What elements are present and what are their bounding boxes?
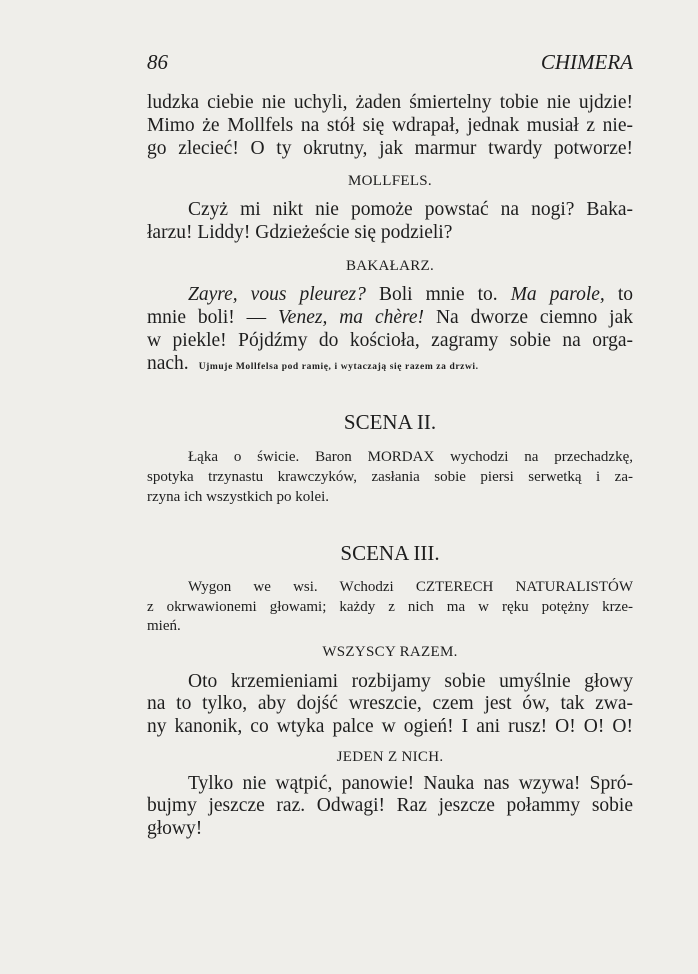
- text-line: go zlecieć! O ty okrutny, jak marmur twardy potworze!: [147, 138, 633, 159]
- text-segment: Boli mnie to.: [365, 284, 511, 305]
- text-segment: Na dworze ciemno jak: [424, 307, 634, 328]
- italic-phrase: Ma parole,: [510, 284, 605, 305]
- italic-phrase: Venez, ma chère!: [278, 307, 425, 328]
- speaker-name: WSZYSCY RAZEM.: [322, 644, 458, 660]
- text-line: ny kanonik, co wtyka palce w ogień! I ani rusz! O! O! O!: [147, 716, 633, 737]
- text-line: [147, 283, 633, 306]
- stage-direction-line: Łąka o świcie. Baron MORDAX wychodzi na przechadzkę,: [188, 449, 633, 465]
- text-line: łarzu! Liddy! Gdzieżeście się podzieli?: [147, 222, 453, 243]
- stage-direction-line: mień.: [147, 618, 181, 634]
- scene-title: SCENA II.: [343, 410, 437, 434]
- running-title: CHIMERA: [540, 50, 633, 74]
- stage-direction-line: rzyna ich wszystkich po kolei.: [147, 489, 330, 505]
- speaker-name: JEDEN Z NICH.: [336, 749, 444, 765]
- text-line: [147, 352, 633, 379]
- stage-direction-line: z okrwawionemi głowami; każdy z nich ma w ręku potężny krze-: [147, 599, 633, 615]
- scene-title: SCENA III.: [340, 541, 440, 565]
- text-segment: mnie boli! —: [147, 307, 279, 328]
- text-line: Czyż mi nikt nie pomoże powstać na nogi? Baka-: [188, 199, 633, 220]
- text-line: na to tylko, aby dojść wreszcie, czem jest ów, tak zwa-: [147, 693, 633, 714]
- text-line: Mimo że Mollfels na stół się wdrapał, jednak musiał z nie-: [147, 115, 633, 136]
- italic-phrase: Zayre, vous pleurez?: [188, 284, 366, 305]
- text-line: Tylko nie wątpić, panowie! Nauka nas wzywa! Spró-: [188, 773, 633, 794]
- text-line: ludzka ciebie nie uchyli, żaden śmiertelny tobie nie ujdzie!: [147, 92, 633, 113]
- text-line: [147, 306, 633, 329]
- text-line: w piekle! Pójdźmy do kościoła, zagramy sobie na orga-: [147, 330, 633, 351]
- text-line: bujmy jeszcze raz. Odwagi! Raz jeszcze połammy sobie: [147, 795, 633, 816]
- page-number: 86: [147, 50, 168, 74]
- text-line: Oto krzemieniami rozbijamy sobie umyślnie głowy: [188, 671, 633, 692]
- speaker-name: MOLLFELS.: [348, 173, 432, 189]
- stage-direction-line: spotyka trzynastu krawczyków, zasłania sobie piersi serwetką i za-: [147, 469, 633, 485]
- stage-direction: Ujmuje Mollfelsa pod ramię, i wytaczają się razem za drzwi.: [198, 362, 479, 372]
- text-segment: nach.: [147, 353, 189, 374]
- text-segment: to: [604, 284, 634, 305]
- stage-direction-line: Wygon we wsi. Wchodzi CZTERECH NATURALISTÓW: [188, 579, 633, 595]
- text-line: głowy!: [147, 818, 203, 839]
- speaker-name: BAKAŁARZ.: [345, 258, 435, 274]
